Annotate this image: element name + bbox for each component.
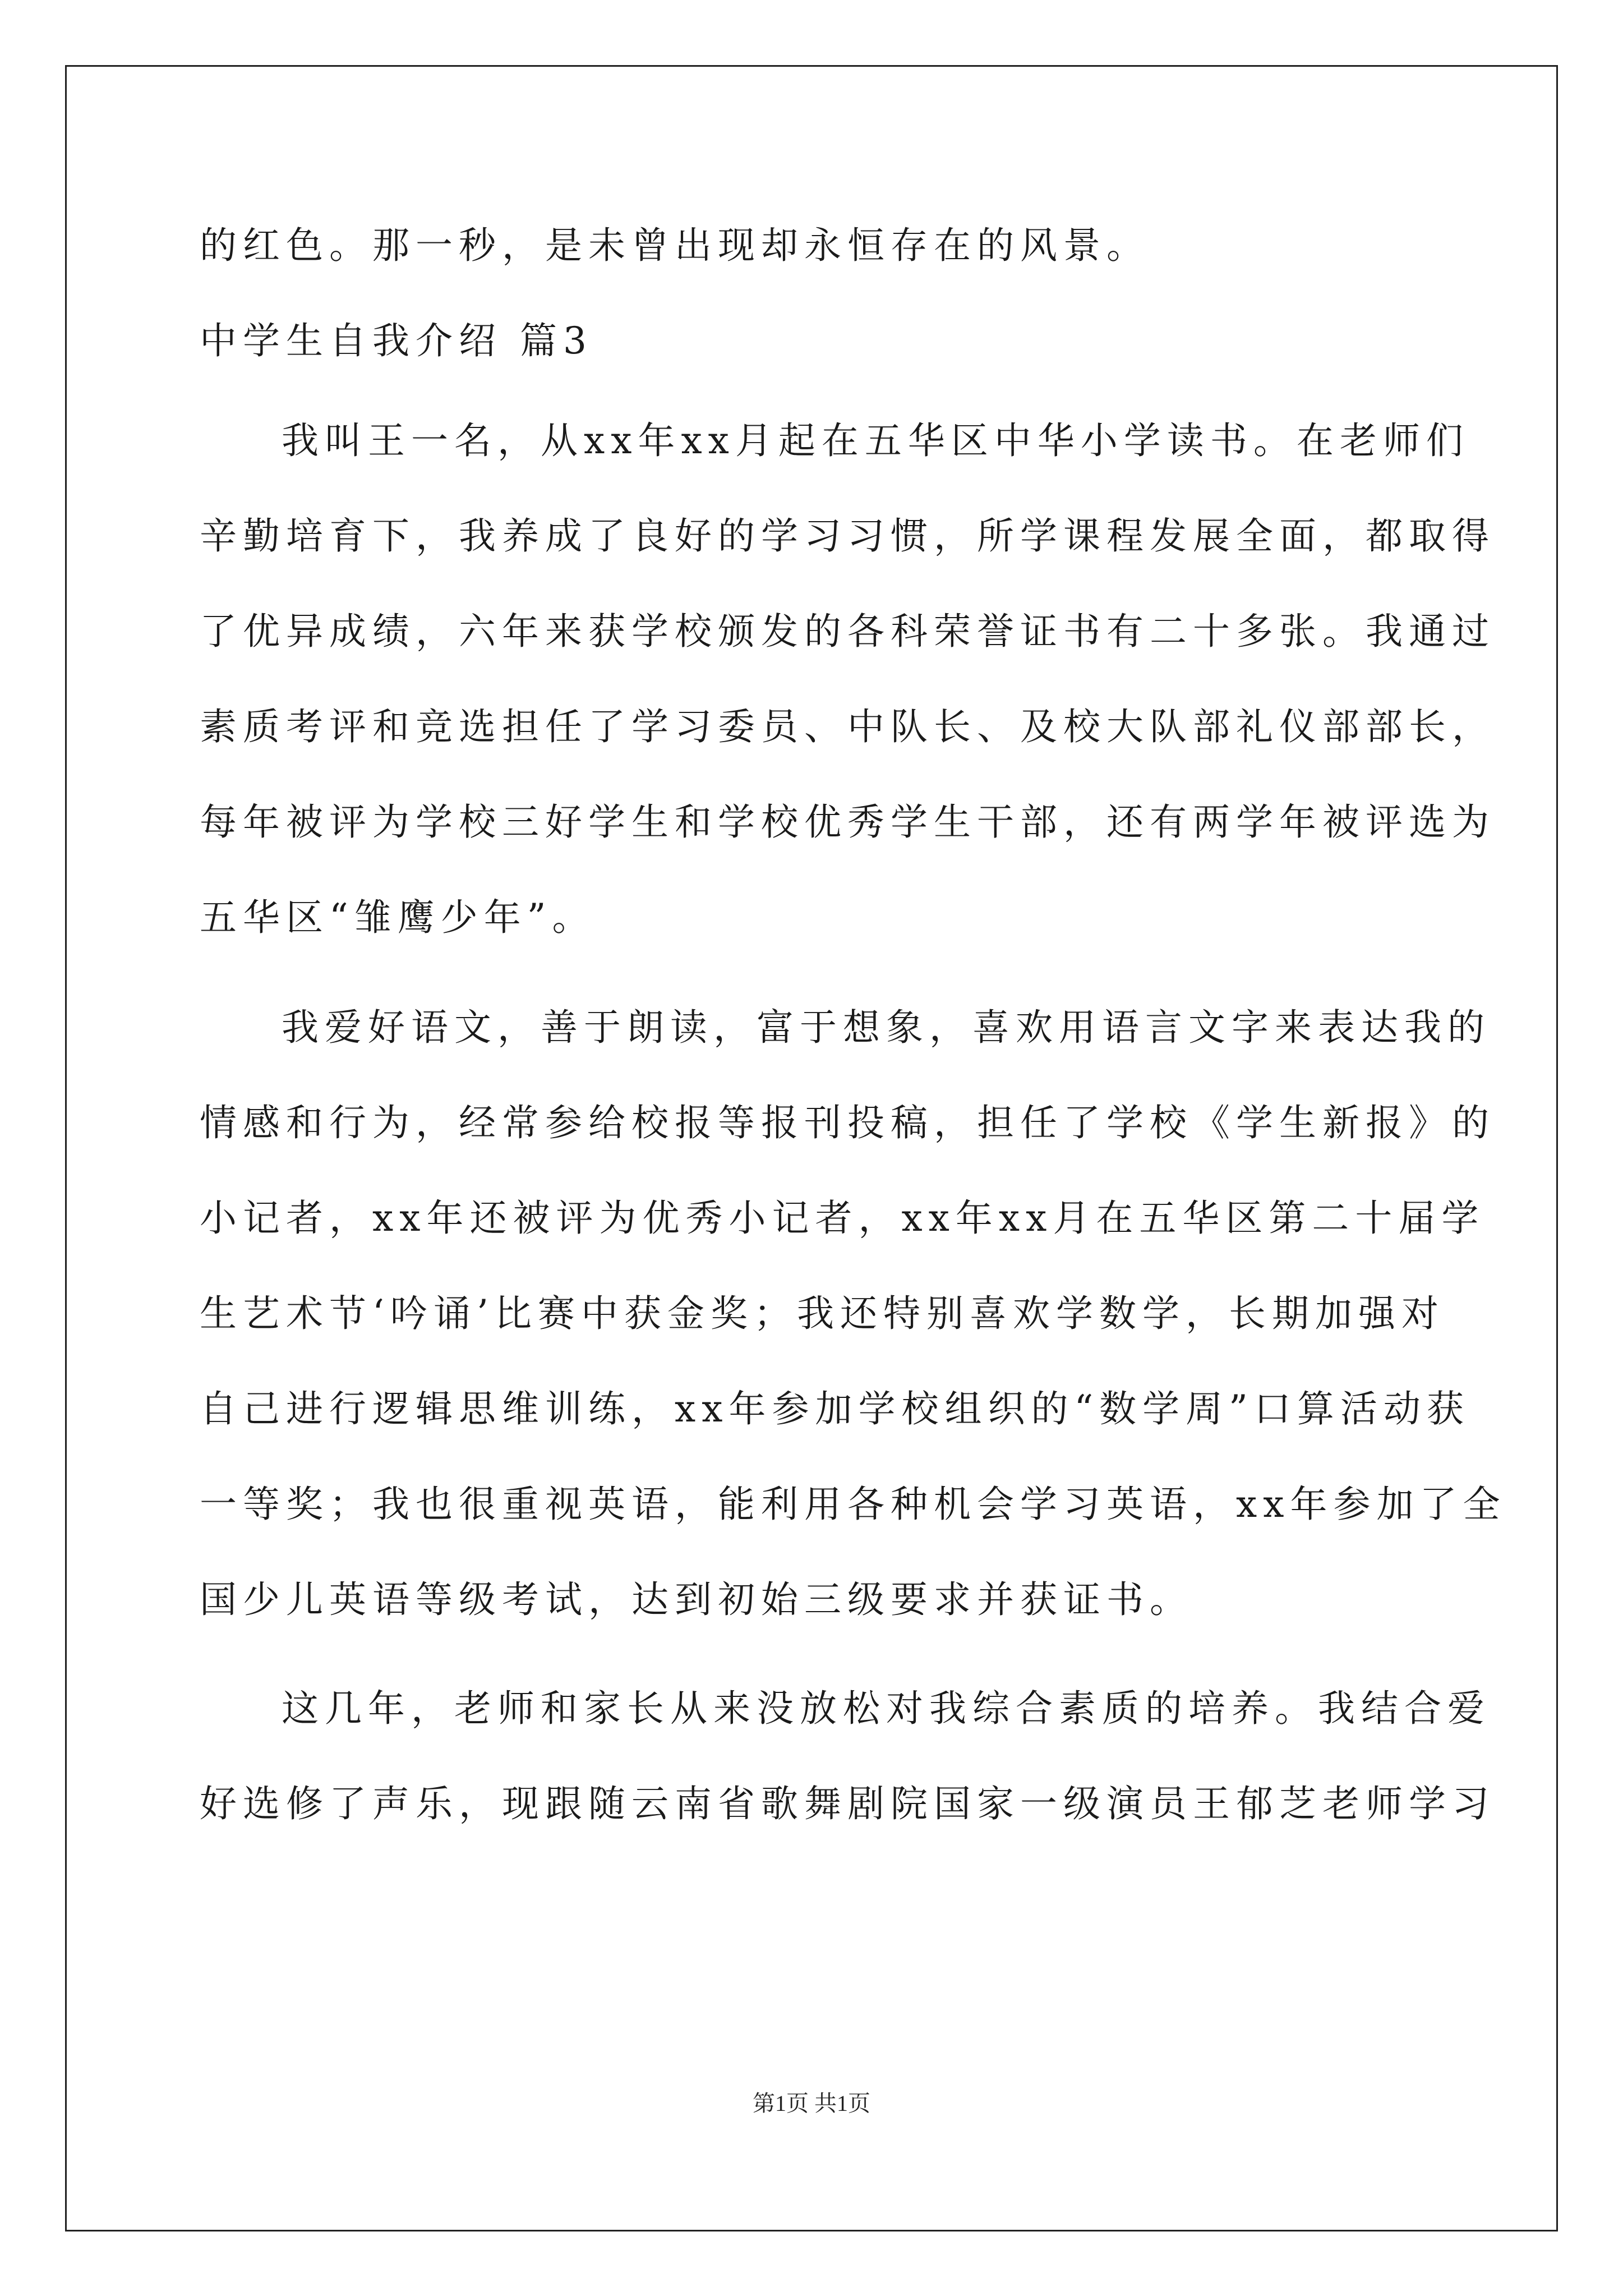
paragraph-line: 这几年，老师和家长从来没放松对我综合素质的培养。我结合爱 bbox=[282, 1687, 1491, 1730]
paragraph-line: 我叫王一名，从xx年xx月起在五华区中华小学读书。在老师们 bbox=[282, 419, 1469, 462]
paragraph-line: 情感和行为，经常参给校报等报刊投稿，担任了学校《学生新报》的 bbox=[200, 1101, 1495, 1144]
paragraph-line: 素质考评和竞选担任了学习委员、中队长、及校大队部礼仪部部长， bbox=[200, 705, 1495, 748]
paragraph-line: 自己进行逻辑思维训练，xx年参加学校组织的“数学周”口算活动获 bbox=[200, 1387, 1470, 1430]
paragraph-line: 小记者，xx年还被评为优秀小记者，xx年xx月在五华区第二十届学 bbox=[200, 1197, 1485, 1240]
paragraph-line: 每年被评为学校三好学生和学校优秀学生干部，还有两学年被评选为 bbox=[200, 800, 1495, 844]
page-number-footer: 第1页 共1页 bbox=[753, 2091, 870, 2116]
paragraph-line: 生艺术节‘吟诵’比赛中获金奖；我还特别喜欢学数学，长期加强对 bbox=[200, 1292, 1445, 1335]
paragraph-line: 辛勤培育下，我养成了良好的学习习惯，所学课程发展全面，都取得 bbox=[200, 514, 1495, 558]
section-heading: 中学生自我介绍 篇3 bbox=[200, 319, 593, 362]
paragraph-line: 的红色。那一秒，是未曾出现却永恒存在的风景。 bbox=[200, 224, 1150, 267]
paragraph-line: 了优异成绩，六年来获学校颁发的各科荣誉证书有二十多张。我通过 bbox=[200, 610, 1495, 653]
paragraph-line: 一等奖；我也很重视英语，能利用各种机会学习英语，xx年参加了全 bbox=[200, 1483, 1506, 1526]
paragraph-line: 国少儿英语等级考试，达到初始三级要求并获证书。 bbox=[200, 1578, 1193, 1621]
paragraph-line: 五华区“雏鹰少年”。 bbox=[200, 896, 596, 939]
paragraph-line: 好选修了声乐，现跟随云南省歌舞剧院国家一级演员王郁芝老师学习 bbox=[200, 1782, 1495, 1825]
paragraph-line: 我爱好语文，善于朗读，富于想象，喜欢用语言文字来表达我的 bbox=[282, 1006, 1491, 1049]
